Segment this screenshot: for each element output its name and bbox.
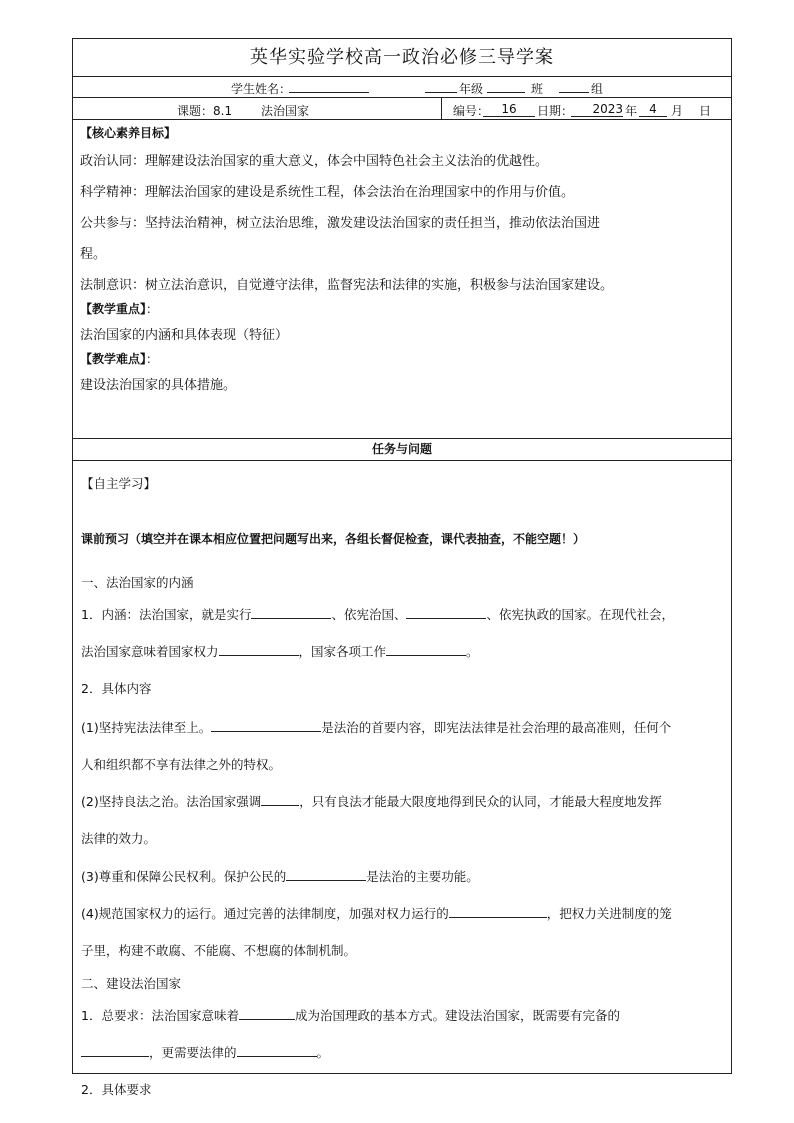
requirements-heading: 2．具体要求 bbox=[81, 1082, 152, 1097]
c3-text-b: 是法治的主要功能。 bbox=[366, 869, 479, 884]
difficulty-colon: ： bbox=[146, 352, 159, 366]
objectives-section bbox=[73, 120, 731, 439]
objectives-heading: 【核心素养目标】 bbox=[80, 126, 177, 140]
blank-field[interactable] bbox=[239, 1006, 295, 1020]
worksheet-table bbox=[72, 38, 732, 1097]
task-heading: 任务与问题 bbox=[73, 438, 731, 461]
group-label: 组 bbox=[591, 82, 604, 96]
blank-field[interactable] bbox=[386, 642, 466, 656]
lesson-label: 课题：8.1 bbox=[177, 104, 233, 118]
task-body bbox=[73, 460, 731, 1097]
month-unit: 月 bbox=[671, 104, 684, 118]
key-points-heading: 【教学重点】 bbox=[80, 302, 147, 316]
number-label: 编号： bbox=[453, 104, 490, 118]
student-info-row bbox=[73, 77, 731, 98]
p2-text-a: 法治国家意味着国家权力 bbox=[81, 644, 219, 659]
r1-text-a: 1．总要求：法治国家意味着 bbox=[81, 1008, 239, 1023]
group-field[interactable] bbox=[559, 80, 589, 93]
c4-text-c: 子里，构建不敢腐、不能腐、不想腐的体制机制。 bbox=[81, 943, 357, 958]
blank-field[interactable] bbox=[286, 867, 366, 881]
class-field[interactable] bbox=[487, 80, 525, 93]
date-label: 日期： bbox=[537, 104, 574, 118]
objective-political: 政治认同：理解建设法治国家的重大意义，体会中国特色社会主义法治的优越性。 bbox=[80, 154, 549, 169]
blank-field[interactable] bbox=[261, 792, 299, 806]
day-unit: 日 bbox=[699, 104, 712, 118]
objective-legal: 法制意识：树立法治意识，自觉遵守法律，监督宪法和法律的实施，积极参与法治国家建设。 bbox=[80, 278, 614, 293]
lesson-info-row bbox=[73, 98, 731, 120]
c2-text-b: ，只有良法才能最大限度地得到民众的认同，才能最大程度地发挥 bbox=[299, 794, 662, 809]
year-unit: 年 bbox=[625, 104, 638, 118]
p1-text-c: 、依宪执政的国家。在现代社会， bbox=[486, 607, 674, 622]
blank-field[interactable] bbox=[449, 904, 547, 918]
difficulty-text: 建设法治国家的具体措施。 bbox=[80, 378, 237, 393]
class-label: 班 bbox=[531, 82, 544, 96]
blank-field[interactable] bbox=[211, 718, 321, 732]
self-study-heading: 【自主学习】 bbox=[81, 476, 157, 491]
r1-text-b: 成为治国理政的基本方式。建设法治国家，既需要有完备的 bbox=[294, 1008, 620, 1023]
blank-field[interactable] bbox=[237, 1043, 317, 1057]
objective-public: 公共参与：坚持法治精神，树立法治思维，激发建设法治国家的责任担当，推动依法治国进 bbox=[80, 216, 601, 231]
p2-text-c: 。 bbox=[466, 644, 479, 659]
blank-field[interactable] bbox=[219, 642, 299, 656]
c2-text-a: (2)坚持良法之治。法治国家强调 bbox=[81, 794, 262, 809]
date-month: 4 bbox=[639, 102, 667, 117]
date-year: 2023 bbox=[571, 102, 623, 117]
c3-text-a: (3)尊重和保障公民权利。保护公民的 bbox=[81, 869, 287, 884]
blank-field[interactable] bbox=[81, 1043, 149, 1057]
r2-text-b: ，更需要法律的 bbox=[149, 1045, 237, 1060]
c4-text-b: ，把权力关进制度的笼 bbox=[546, 906, 672, 921]
c4-text-a: (4)规范国家权力的运行。通过完善的法律制度，加强对权力运行的 bbox=[81, 906, 449, 921]
objective-science: 科学精神：理解法治国家的建设是系统性工程，体会法治在治理国家中的作用与价值。 bbox=[80, 185, 575, 200]
r2-text-c: 。 bbox=[316, 1045, 330, 1060]
key-points-text: 法治国家的内涵和具体表现（特征） bbox=[80, 328, 289, 343]
cell-divider bbox=[441, 98, 442, 119]
page-title: 英华实验学校高一政治必修三导学案 bbox=[73, 39, 731, 77]
grade-label: 年级 bbox=[459, 82, 484, 96]
objective-public-cont: 程。 bbox=[80, 247, 107, 262]
c1-text-c: 人和组织都不享有法律之外的特权。 bbox=[81, 757, 282, 772]
c2-text-c: 法律的效力。 bbox=[81, 831, 157, 846]
p1-text-a: 1．内涵：法治国家，就是实行 bbox=[81, 607, 252, 622]
p2-text-b: ，国家各项工作 bbox=[298, 644, 387, 659]
preview-instruction: 课前预习（填空并在课本相应位置把问题写出来，各组长督促检查，课代表抽查，不能空题！） bbox=[81, 532, 586, 546]
section-1-heading: 一、法治国家的内涵 bbox=[81, 575, 194, 590]
lesson-title: 法治国家 bbox=[261, 104, 310, 118]
c1-text-a: (1)坚持宪法法律至上。 bbox=[81, 720, 212, 735]
student-name-label: 学生姓名： bbox=[231, 82, 292, 96]
grade-field[interactable] bbox=[425, 80, 457, 93]
number-value: 16 bbox=[483, 102, 535, 117]
section-2-heading: 二、建设法治国家 bbox=[81, 976, 182, 991]
key-points-colon: ： bbox=[146, 302, 159, 316]
blank-field[interactable] bbox=[406, 605, 486, 619]
c1-text-b: 是法治的首要内容，即宪法法律是社会治理的最高准则，任何个 bbox=[321, 720, 672, 735]
student-name-field[interactable] bbox=[289, 80, 369, 93]
subsection-2-heading: 2．具体内容 bbox=[81, 681, 152, 696]
difficulty-heading: 【教学难点】 bbox=[80, 352, 147, 366]
blank-field[interactable] bbox=[251, 605, 331, 619]
p1-text-b: 、依宪治国、 bbox=[331, 607, 407, 622]
